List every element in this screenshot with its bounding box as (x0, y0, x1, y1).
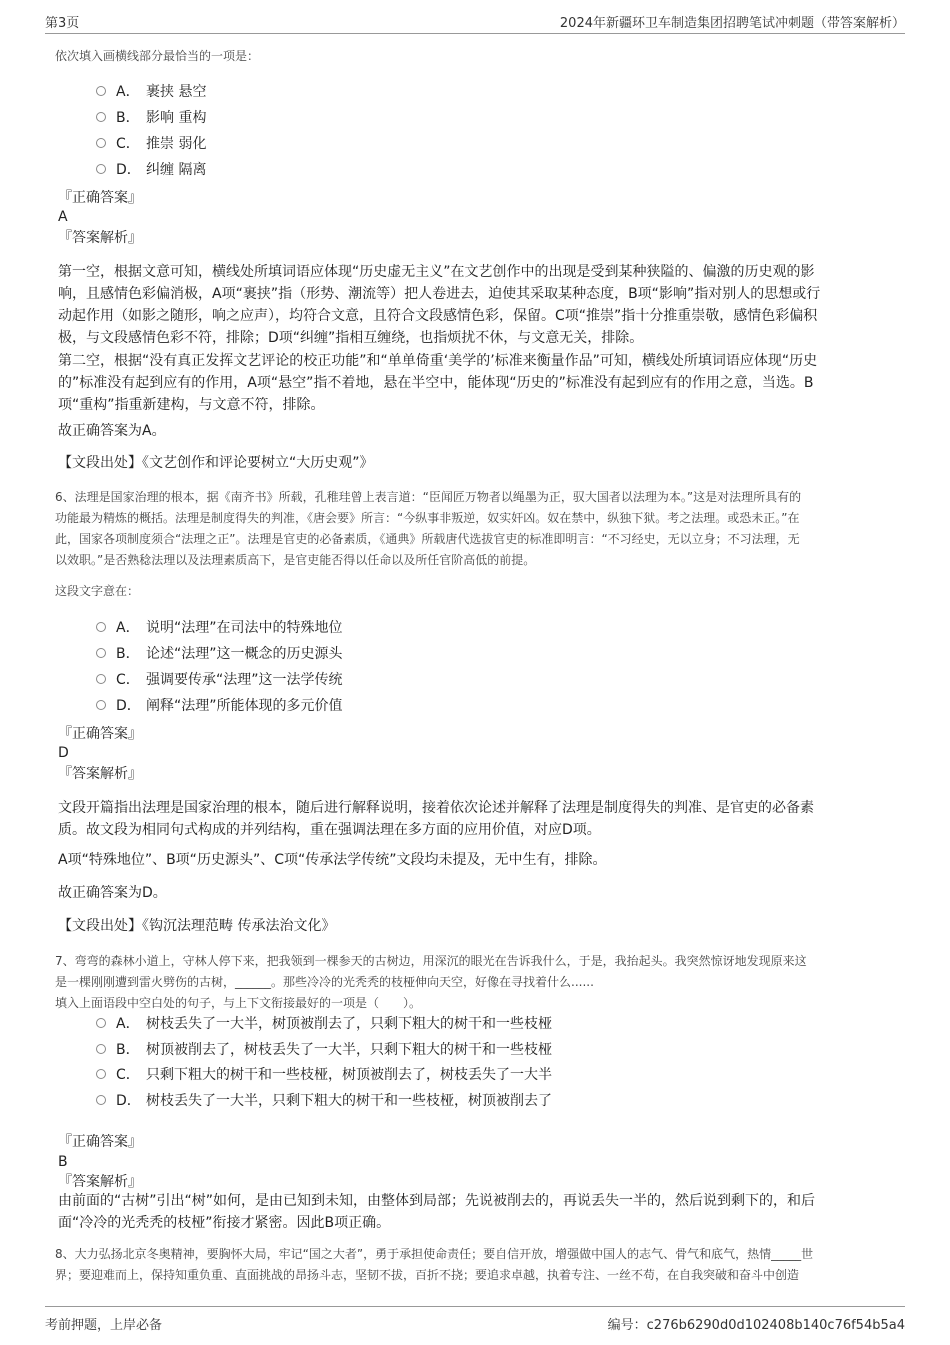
radio-icon[interactable] (96, 648, 106, 658)
q5-analysis-paragraph-1: 第一空，根据文意可知，横线处所填词语应体现“历史虚无主义”在文艺创作中的出现是受到某种狭隘的、偏激的历史观的影 响，且感情色彩偏消极，A项“裹挟”指（形势、潮流等）把人卷进去，迫使其采取某种态度，B项“影响”指对别人的思想或行 动起作用（如影之随形，响之应声），均符合文意，且符合文段感情色彩，保留。C项“推崇”指十分推重崇敬，感情色彩偏积 极，与文段感情色彩不符，排除；D项“纠缠”指相互缠绕，也指烦扰不休，与文意无关，排除。 (58, 264, 821, 346)
footer-divider (45, 1306, 905, 1307)
radio-icon[interactable] (96, 1018, 106, 1028)
radio-icon[interactable] (96, 1044, 106, 1054)
q5-option-b[interactable]: B． 影响 重构 (96, 107, 206, 129)
q5-answer-label: 『正确答案』 (58, 190, 142, 206)
q6-question-text: 6、法理是国家治理的根本，据《南齐书》所载，孔稚珪曾上表言道：“臣闻匠万物者以绳墨为正，驭大国者以法理为本。”这是对法理所具有的 功能最为精炼的概括。法理是制度得失的判准，《唐会要》所言：“今纵事非叛逆，奴实奸凶。奴在禁中，纵独下狱。考之法理。或恐未正。”在 此，国家各项制度须合“法理之正”。法理是官吏的必备素质，《通典》所载唐代选拔官吏的标准即明言：“不习经史，无以立身；不习法理，无 以效职。”是否熟稔法理以及法理素质高下，是官吏能否得以任命以及所任官阶高低的前提。 (55, 490, 802, 567)
page-number: 第3页 (45, 16, 80, 31)
radio-icon[interactable] (96, 1095, 106, 1105)
q5-analysis-paragraph-2: 第二空，根据“没有真正发挥文艺评论的校正功能”和“单单倚重‘美学的’标准来衡量作品”可知，横线处所填词语应体现“历史 的”标准没有起到应有的作用，A项“悬空”指不着地，悬在半空中，能体现“历史的”标准没有起到应有的作用之意，当选。B 项“重构”指重新建构，与文意不符，排除。 (58, 353, 818, 413)
radio-icon[interactable] (96, 164, 106, 174)
page-footer (0, 1306, 950, 1336)
q5-option-d[interactable]: D． 纠缠 隔离 (96, 159, 206, 181)
footer-slogan: 考前押题，上岸必备 (45, 1318, 163, 1333)
page-header (0, 0, 950, 34)
radio-icon[interactable] (96, 622, 106, 632)
q7-analysis: 由前面的“古树”引出“树”如何，是由已知到未知，由整体到局部；先说被削去的，再说丢失一半的，然后说到剩下的，和后 面“冷冷的光秃秃的枝桠”衔接才紧密。因此B项正确。 (58, 1193, 816, 1231)
q6-answer: D (58, 745, 69, 761)
radio-icon[interactable] (96, 138, 106, 148)
document-title: 2024年新疆环卫车制造集团招聘笔试冲刺题（带答案解析） (559, 16, 905, 31)
q6-prompt: 这段文字意在： (55, 584, 140, 598)
q8-question-text: 8、大力弘扬北京冬奥精神，要胸怀大局，牢记“国之大者”，勇于承担使命责任；要自信开放，增强做中国人的志气、骨气和底气，热情_____世 界；要迎难而上，保持知重负重、直面挑战的昂扬斗志，坚韧不拔，百折不挠；要追求卓越，执着专注、一丝不苟，在自我突破和奋斗中创造 (55, 1247, 814, 1282)
q7-option-a[interactable]: A． 树枝丢失了一大半，树顶被削去了，只剩下粗大的树干和一些枝桠 (96, 1013, 552, 1035)
q7-answer: B (58, 1154, 68, 1170)
radio-icon[interactable] (96, 1069, 106, 1079)
header-divider (45, 33, 905, 34)
q6-analysis-paragraph-1: 文段开篇指出法理是国家治理的根本，随后进行解释说明，接着依次论述并解释了法理是制度得失的判准、是官吏的必备素 质。故文段为相同句式构成的并列结构，重在强调法理在多方面的应用价值，对应D项。 (58, 800, 814, 838)
q7-answer-label: 『正确答案』 (58, 1134, 142, 1150)
radio-icon[interactable] (96, 700, 106, 710)
q5-option-a[interactable]: A． 裹挟 悬空 (96, 81, 206, 103)
q6-source: 【文段出处】《钩沉法理范畴 传承法治文化》 (58, 918, 336, 934)
q6-option-d[interactable]: D． 阐释“法理”所能体现的多元价值 (96, 695, 343, 717)
radio-icon[interactable] (96, 86, 106, 96)
q5-conclusion: 故正确答案为A。 (58, 423, 166, 439)
q6-conclusion: 故正确答案为D。 (58, 885, 167, 901)
q6-option-b[interactable]: B． 论述“法理”这一概念的历史源头 (96, 643, 343, 665)
q5-analysis-label: 『答案解析』 (58, 230, 142, 246)
q5-answer: A (58, 209, 68, 225)
q5-prompt: 依次填入画横线部分最恰当的一项是： (55, 49, 260, 63)
q5-source: 【文段出处】《文艺创作和评论要树立“大历史观”》 (58, 455, 374, 471)
q7-option-c[interactable]: C． 只剩下粗大的树干和一些枝桠，树顶被削去了，树枝丢失了一大半 (96, 1064, 552, 1086)
document-id: 编号：c276b6290d0d102408b140c76f54b5a4 (607, 1318, 905, 1333)
q6-option-a[interactable]: A． 说明“法理”在司法中的特殊地位 (96, 617, 343, 639)
q6-option-c[interactable]: C． 强调要传承“法理”这一法学传统 (96, 669, 343, 691)
q6-analysis-paragraph-2: A项“特殊地位”、B项“历史源头”、C项“传承法学传统”文段均未提及，无中生有，排除。 (58, 852, 607, 868)
q5-option-c[interactable]: C． 推崇 弱化 (96, 133, 206, 155)
q7-analysis-label: 『答案解析』 (58, 1174, 142, 1190)
q6-analysis-label: 『答案解析』 (58, 766, 142, 782)
radio-icon[interactable] (96, 674, 106, 684)
q6-answer-label: 『正确答案』 (58, 726, 142, 742)
q7-question-text: 7、弯弯的森林小道上，守林人停下来，把我领到一棵参天的古树边，用深沉的眼光在告诉我什么，于是，我抬起头。我突然惊讶地发现原来这 是一棵刚刚遭到雷火劈伤的古树，______。那些冷冷的光秃秃的枝桠伸向天空，好像在寻找着什么...... 填入上面语段中空白处的句子，与上下文衔接最好的一项是（ ）。 (55, 954, 807, 1010)
radio-icon[interactable] (96, 112, 106, 122)
q7-option-b[interactable]: B． 树顶被削去了，树枝丢失了一大半，只剩下粗大的树干和一些枝桠 (96, 1039, 552, 1061)
q7-option-d[interactable]: D． 树枝丢失了一大半，只剩下粗大的树干和一些枝桠，树顶被削去了 (96, 1090, 552, 1112)
